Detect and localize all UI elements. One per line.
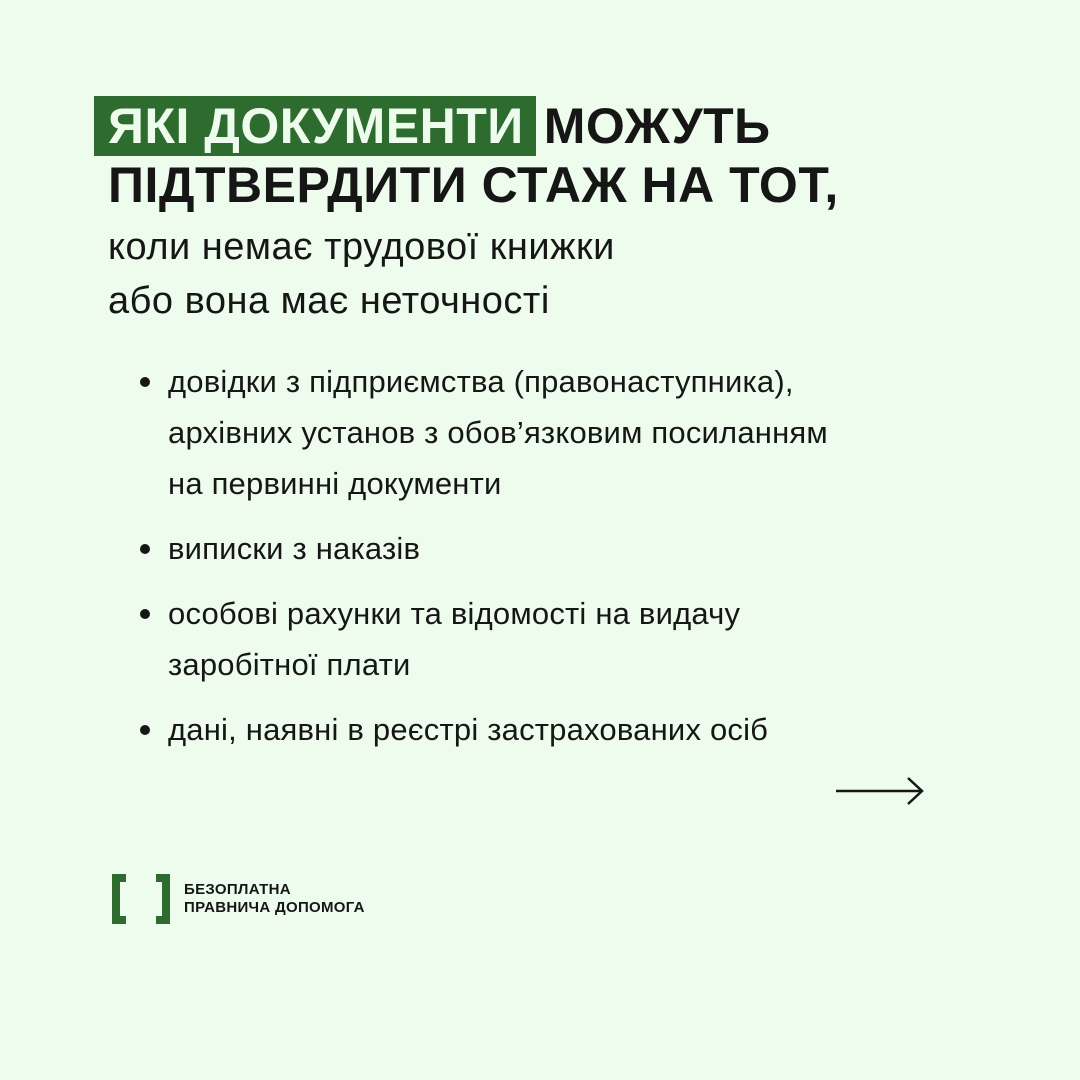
headline: [108, 96, 839, 328]
list-item-line: заробітної плати: [168, 647, 411, 682]
headline-line-2: ПІДТВЕРДИТИ СТАЖ НА ТОТ,: [108, 157, 839, 213]
list-item-line: дані, наявні в реєстрі застрахованих осіб: [168, 712, 769, 747]
logo-text: [184, 881, 365, 917]
subheadline-line-1: коли немає трудової книжки: [108, 226, 615, 268]
list-item-line: архівних установ з обов’язковим посиланням: [168, 415, 828, 450]
list-item: [140, 704, 960, 755]
headline-line-1: [108, 96, 839, 156]
list-item-line: довідки з підприємства (правонаступника),: [168, 364, 794, 399]
logo-line-1: БЕЗОПЛАТНА: [184, 881, 291, 898]
list-item: [140, 356, 960, 509]
list-item-line: виписки з наказів: [168, 531, 421, 566]
headline-highlight: ЯКІ ДОКУМЕНТИ: [94, 96, 536, 156]
list-item-line: на первинні документи: [168, 466, 502, 501]
logo: [110, 872, 365, 926]
brackets-logo-icon: [110, 872, 172, 926]
headline-line-1-rest: МОЖУТЬ: [543, 98, 771, 154]
subheadline-line-2: або вона має неточності: [108, 280, 550, 322]
bullet-icon: [140, 377, 150, 387]
bullet-icon: [140, 725, 150, 735]
bullet-icon: [140, 609, 150, 619]
arrow-right-icon[interactable]: [836, 776, 926, 806]
bullet-icon: [140, 544, 150, 554]
list-item-line: особові рахунки та відомості на видачу: [168, 596, 741, 631]
list-item: [140, 588, 960, 690]
list-item: [140, 523, 960, 574]
documents-list: [140, 356, 960, 769]
logo-line-2: ПРАВНИЧА ДОПОМОГА: [184, 899, 365, 916]
